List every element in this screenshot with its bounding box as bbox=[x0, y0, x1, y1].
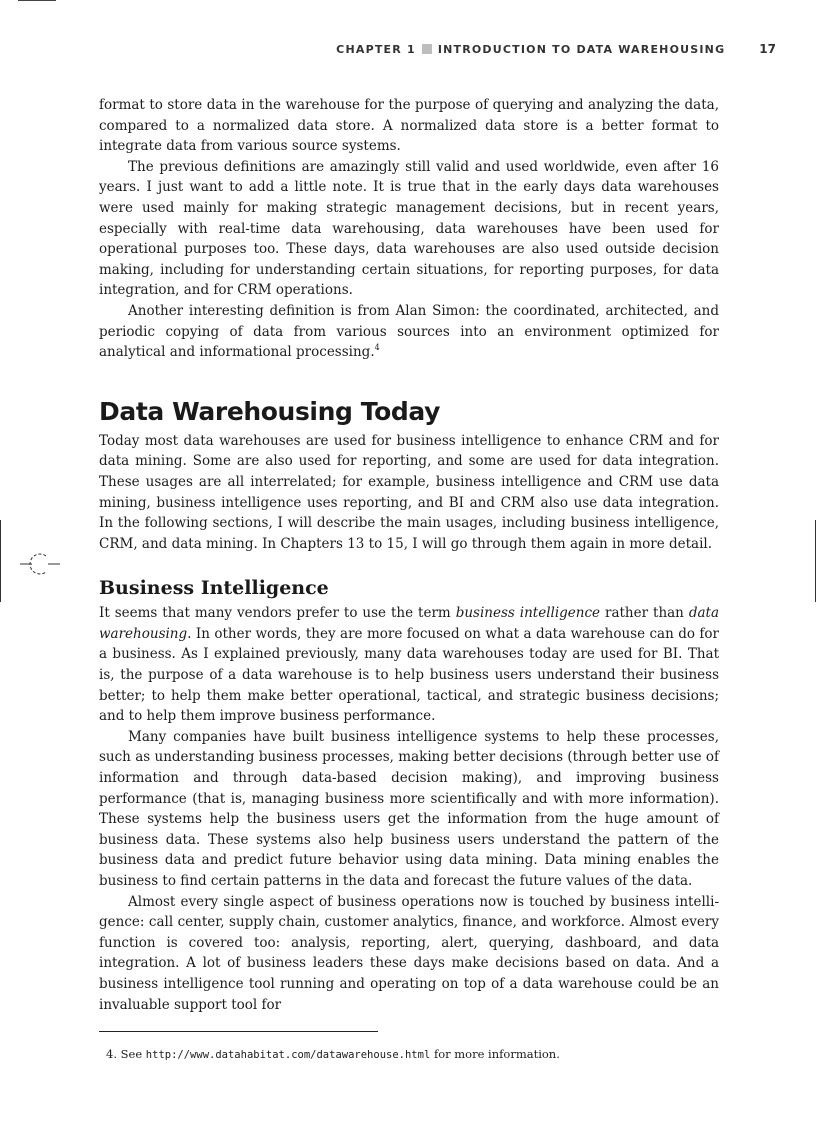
footnote-rule bbox=[99, 1031, 378, 1032]
separator-square-icon bbox=[422, 44, 432, 54]
page-body bbox=[99, 95, 719, 1015]
section-heading: Data Warehousing Today bbox=[99, 396, 441, 426]
footnote-rest: for more information. bbox=[433, 1047, 560, 1061]
text-run: rather than bbox=[600, 605, 689, 622]
paragraph: Many companies have built business intelligence systems to help these processes, such as understanding business processes, making better decisions (through better use of information and through data-based decision making), and improving business performance (that is, managing business more scientifically and with more information). These systems help the business users get the information from the huge amount of business data. These systems also help business users understand the pattern of the business data and predict future behavior using data mining. Data mining enables the business to find certain patterns in the data and forecast the future values of the data. bbox=[99, 728, 719, 889]
footnote-url-link[interactable]: http://www.datahabitat.com/datawarehouse.html bbox=[145, 1049, 431, 1061]
paragraph: format to store data in the warehouse for the purpose of querying and analyzing the data, compared to a normalized data store. A normalized data store is a better format to integrate data from various source systems. bbox=[99, 97, 719, 155]
paragraph bbox=[99, 603, 719, 727]
text-run: It seems that many vendors prefer to use the term bbox=[99, 605, 456, 622]
chapter-title: INTRODUCTION TO DATA WAREHOUSING bbox=[437, 43, 726, 56]
paragraph: Almost every single aspect of business operations now is touched by business intelligence: call center, supply chain, customer analytics, finance, and workforce. Almost every function is covered too: analysis, reporting, alert, querying, dashboard, and data integration. A lot of business leaders these days make decisions based on data. And a business intelligence tool running and operating on top of a data warehouse could be an invaluable support tool for bbox=[99, 893, 719, 1013]
footnote-see: See bbox=[120, 1047, 143, 1061]
paragraph: The previous definitions are amazingly still valid and used worldwide, even after 16 years. I just want to add a little note. It is true that in the early days data warehouses were used mainly for making strategic management decisions, but in recent years, especially with real-time data warehousing, data warehouses have been used for operational purposes too. These days, data warehouses are also used outside decision making, including for understanding certain situations, for reporting purposes, for data integration, and for CRM operations. bbox=[99, 158, 719, 299]
footnote bbox=[106, 1046, 726, 1063]
footnote-reference: 4 bbox=[374, 343, 380, 353]
chapter-label: CHAPTER 1 bbox=[336, 43, 416, 56]
footnote-number: 4. bbox=[106, 1047, 117, 1061]
text-run: . In other words, they are more focused on what a data warehouse can do for a business. As I explained previously, many data warehouses today are used for BI. That is, the purpose of a data warehouse is to help business users understand their business better; to help them make better operational, tactical, and strategic business decisions; and to help them improve business performance. bbox=[99, 625, 719, 725]
page-number: 17 bbox=[759, 42, 776, 56]
running-header bbox=[100, 42, 776, 60]
registration-mark-icon bbox=[18, 548, 62, 580]
subsection-heading: Business Intelligence bbox=[99, 577, 329, 600]
crop-mark-top bbox=[18, 0, 56, 1]
paragraph: Today most data warehouses are used for business intelligence to enhance CRM and for data mining. Some are also used for reporting, and some are used for data integration. These usages are all interrelated; for example, business intelligence and CRM use data mining, business intelligence uses reporting, and BI and CRM also use data integration. In the following sections, I will describe the main usages, including business intelligence, CRM, and data mining. In Chapters 13 to 15, I will go through them again in more detail. bbox=[99, 432, 719, 552]
crop-mark-left bbox=[0, 520, 1, 602]
emphasis-term: business intelligence bbox=[455, 605, 601, 622]
emphasis-term: data warehousing bbox=[99, 605, 720, 642]
paragraph-text: Another interesting definition is from Alan Simon: the coordinated, architected, and periodic copying of data from various sources into an environment optimized for analytical and informational processing. bbox=[99, 302, 719, 361]
paragraph bbox=[99, 301, 719, 363]
